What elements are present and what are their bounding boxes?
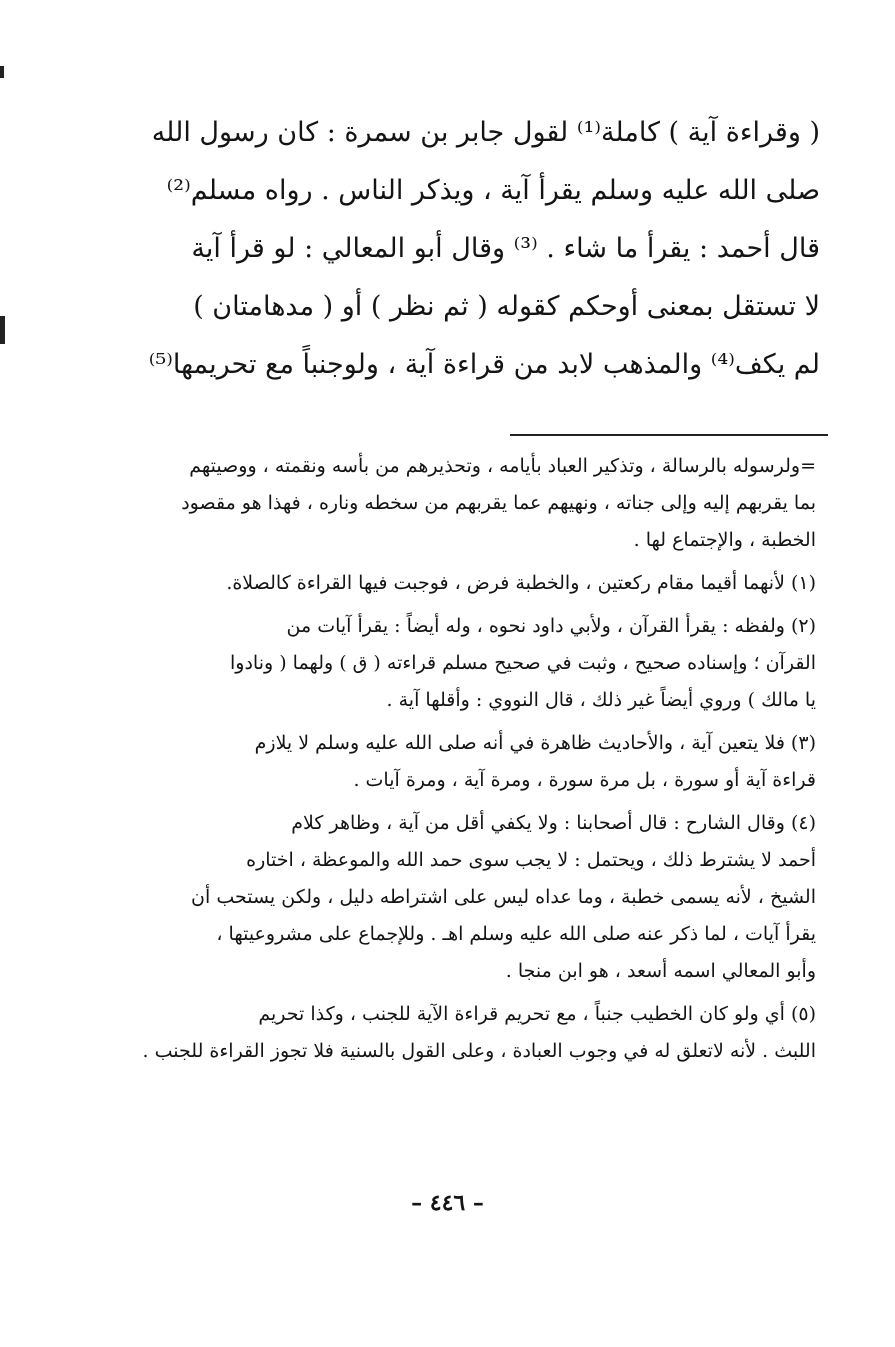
main-text-line: صلى الله عليه وسلم يقرأ آية ، ويذكر الناس . رواه مسلم⁽²⁾ [166, 175, 820, 206]
footnote-line: الخطبة ، والإجتماع لها . [633, 529, 816, 551]
footnote-line: وأبو المعالي اسمه أسعد ، هو ابن منجا . [505, 960, 816, 982]
scan-edge-mark-middle [0, 316, 5, 344]
main-text-line: لا تستقل بمعنى أوحكم كقوله ( ثم نظر ) أو ( مدهامتان ) [193, 291, 820, 322]
footnote-line: اللبث . لأنه لاتعلق له في وجوب العبادة ، وعلى القول بالسنية فلا تجوز القراءة للجنب . [142, 1040, 816, 1062]
footnote-1 [80, 565, 816, 602]
scan-edge-mark-top [0, 66, 4, 78]
footnote-line: يقرأ آيات ، لما ذكر عنه صلى الله عليه وسلم اهـ . وللإجماع على مشروعيتها ، [216, 923, 816, 945]
footnote-3 [80, 725, 816, 799]
footnote-line: القرآن ؛ وإسناده صحيح ، وثبت في صحيح مسلم قراءته ( ق ) ولهما ( ونادوا [230, 652, 816, 674]
footnote-line: (١) لأنهما أقيما مقام ركعتين ، والخطبة فرض ، فوجبت فيها القراءة كالصلاة. [226, 572, 816, 594]
main-text [78, 104, 820, 394]
footnote-line: (٤) وقال الشارح : قال أصحابنا : ولا يكفي أقل من آية ، وظاهر كلام [291, 812, 816, 834]
main-text-line: ( وقراءة آية ) كاملة⁽¹⁾ لقول جابر بن سمرة : كان رسول الله [151, 117, 820, 148]
footnote-continuation [80, 448, 816, 559]
footnote-line: (٥) أي ولو كان الخطيب جنباً ، مع تحريم قراءة الآية للجنب ، وكذا تحريم [258, 1003, 816, 1025]
footnote-line: يا مالك ) وروي أيضاً غير ذلك ، قال النووي : وأقلها آية . [386, 689, 816, 711]
footnote-5 [80, 996, 816, 1070]
footnotes [80, 448, 816, 1070]
footnote-line: (٢) ولفظه : يقرأ القرآن ، ولأبي داود نحوه ، وله أيضاً : يقرأ آيات من [286, 615, 816, 637]
footnote-separator [510, 434, 828, 436]
main-text-line: قال أحمد : يقرأ ما شاء . ⁽³⁾ وقال أبو المعالي : لو قرأ آية [191, 233, 820, 264]
footnote-line: بما يقربهم إليه وإلى جناته ، ونهيهم عما يقربهم من سخطه وناره ، فهذا هو مقصود [181, 492, 816, 514]
footnote-2 [80, 608, 816, 719]
footnote-line: =ولرسوله بالرسالة ، وتذكير العباد بأيامه ، وتحذيرهم من بأسه ونقمته ، ووصيتهم [189, 455, 816, 477]
main-text-line: لم يكف⁽⁴⁾ والمذهب لابد من قراءة آية ، ولوجنباً مع تحريمها⁽⁵⁾ [148, 349, 820, 380]
footnote-line: الشيخ ، لأنه يسمى خطبة ، وما عداه ليس على اشتراطه دليل ، ولكن يستحب أن [191, 886, 816, 908]
footnote-line: أحمد لا يشترط ذلك ، ويحتمل : لا يجب سوى حمد الله والموعظة ، اختاره [246, 849, 816, 871]
footnote-line: (٣) فلا يتعين آية ، والأحاديث ظاهرة في أنه صلى الله عليه وسلم لا يلازم [254, 732, 816, 754]
footnote-4 [80, 805, 816, 990]
footnote-line: قراءة آية أو سورة ، بل مرة سورة ، ومرة آية ، ومرة آيات . [353, 769, 816, 791]
page-number: – ٤٤٦ – [411, 1190, 484, 1216]
